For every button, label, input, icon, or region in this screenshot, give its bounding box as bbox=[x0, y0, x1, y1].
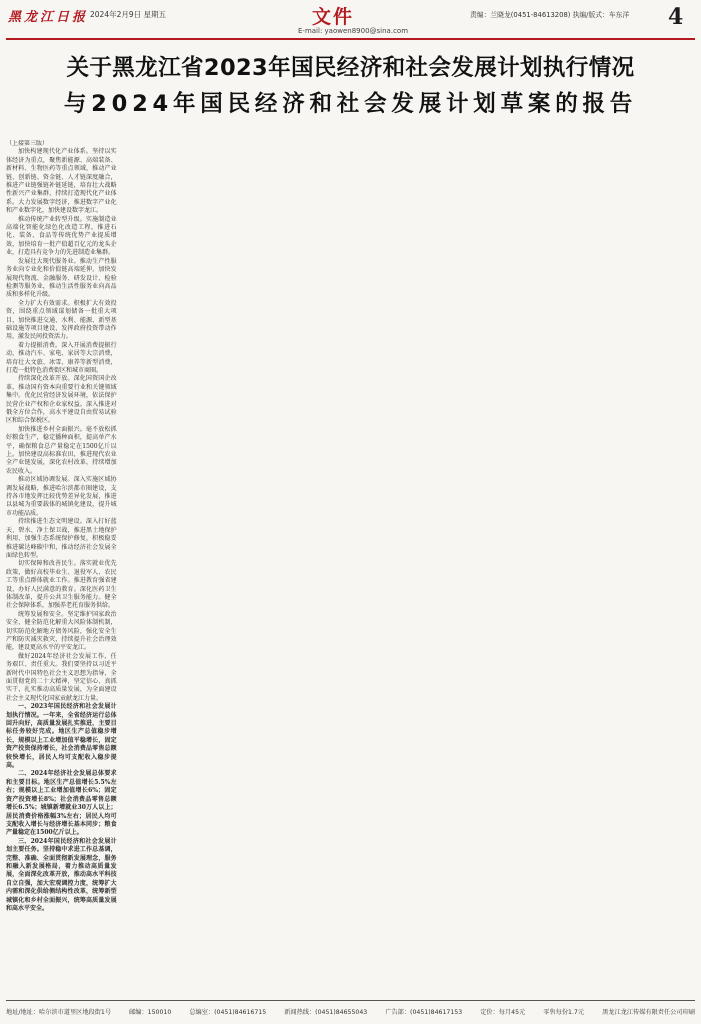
article-paragraph: 持续深化改革开放。深化国资国企改革，推动国有资本向重要行业和关键领域集中。优化民营经济发展环境，依法保护民营企业产权和企业家权益。深入推进对俄全方位合作，高水平建设自由贸易试验区和综合保税区。 bbox=[6, 375, 117, 425]
masthead-divider bbox=[6, 38, 695, 40]
headline-line-1: 关于黑龙江省2023年国民经济和社会发展计划执行情况 bbox=[66, 55, 635, 81]
article-paragraph: 持续推进生态文明建设。深入打好蓝天、碧水、净土保卫战，推进黑土地保护利用，加强生态系统保护修复，积极稳妥推进碳达峰碳中和，推动经济社会发展全面绿色转型。 bbox=[6, 518, 117, 559]
article-body bbox=[6, 140, 695, 998]
footer-news-phone: 新闻热线：(0451)84655043 bbox=[284, 1008, 368, 1016]
section-title: 文件 bbox=[312, 6, 355, 28]
article-paragraph: 推动区域协调发展。深入实施区域协调发展战略，推进哈尔滨都市圈建设，支持各市地发挥比较优势差异化发展，推进以县城为重要载体的城镇化建设，提升城市功能品质。 bbox=[6, 476, 117, 517]
article-continuation-note: （上接第三版） bbox=[6, 140, 49, 147]
article-paragraph: 着力提振消费。深入开展消费提振行动，推动汽车、家电、家居等大宗消费，培育壮大文旅、冰雪、康养等新型消费，打造一批特色消费街区和城市商圈。 bbox=[6, 341, 117, 374]
article-paragraph: 切实保障和改善民生。落实就业优先政策，做好高校毕业生、退役军人、农民工等重点群体就业工作。推进教育强省建设，办好人民满意的教育。深化医药卫生体制改革，提升公共卫生服务能力。健全社会保障体系，加强养老托育服务供给。 bbox=[6, 560, 117, 610]
article-section-paragraph: 二、2024年经济社会发展总体要求和主要目标。地区生产总值增长5.5%左右；规模以上工业增加值增长6%；固定资产投资增长8%；社会消费品零售总额增长6.5%；城镇新增就业30万人以上；居民消费价格涨幅3%左右；居民人均可支配收入增长与经济增长基本同步；粮食产量稳定在1500亿斤以上。 bbox=[6, 770, 117, 837]
article-paragraph: 加快构建现代化产业体系。坚持以实体经济为重点，聚焦新能源、高端装备、新材料、生物医药等重点领域，推动产业链、创新链、资金链、人才链深度融合，推进产业链强链补链延链，培育壮大战略性新兴产业集群，持续打造现代化产业体系。大力发展数字经济，推进数字产业化和产业数字化，加快建设数字龙江。 bbox=[6, 148, 117, 215]
newspaper-logo: 黑龙江日报 bbox=[8, 10, 89, 25]
masthead bbox=[0, 0, 701, 46]
footer-retail-price: 零售每份1.7元 bbox=[543, 1008, 585, 1016]
article-paragraph: 做好2024年经济社会发展工作，任务艰巨、责任重大。我们要坚持以习近平新时代中国特色社会主义思想为指导，全面贯彻党的二十大精神，坚定信心、真抓实干，扎实推动高质量发展，为全面建设社会主义现代化国家贡献龙江力量。 bbox=[6, 652, 117, 702]
section-email: E-mail: yaowen8900@sina.com bbox=[298, 27, 409, 35]
footer-printer: 黑龙江龙江传媒有限责任公司印刷 bbox=[602, 1008, 695, 1016]
footer-address: 地址/地址：哈尔滨市道里区地段街1号 bbox=[6, 1008, 112, 1016]
footer-ads-phone: 广告部：(0451)84617153 bbox=[385, 1008, 463, 1016]
article-paragraph: 全力扩大有效需求。积极扩大有效投资，围绕重点领域谋划储备一批重大项目，加快推进交通、水利、能源、新型基础设施等项目建设，发挥政府投资带动作用，激发民间投资活力。 bbox=[6, 299, 117, 341]
headline-line-2: 与2024年国民经济和社会发展计划草案的报告 bbox=[63, 91, 638, 117]
footer-editorial-phone: 总编室：(0451)84616715 bbox=[189, 1008, 267, 1016]
footer-price: 定价：每月45元 bbox=[480, 1008, 526, 1016]
page-number: 4 bbox=[668, 4, 684, 30]
article-headline bbox=[6, 50, 695, 134]
issue-date: 2024年2月9日 星期五 bbox=[90, 10, 167, 19]
page-footer bbox=[6, 1004, 695, 1018]
article-paragraph: 发展壮大现代服务业。推动生产性服务业向专业化和价值链高端延伸，加快发展现代物流、金融服务、研发设计、检验检测等服务业，推动生活性服务业向高品质和多样化升级。 bbox=[6, 257, 117, 299]
article-paragraph: 统筹发展和安全。坚定维护国家政治安全，健全防范化解重大风险体制机制，切实防范化解地方债务风险，强化安全生产和防灾减灾救灾，持续提升社会治理效能，建设更高水平的平安龙江。 bbox=[6, 610, 117, 652]
article-paragraph: 加快推进乡村全面振兴。毫不放松抓好粮食生产，稳定播种面积，提高单产水平，确保粮食总产量稳定在1500亿斤以上。加快建设高标准农田，推进现代农业全产业链发展，深化农村改革，持续增加农民收入。 bbox=[6, 425, 117, 475]
article-paragraph: 推动传统产业转型升级。实施制造业高端化智能化绿色化改造工程，推进石化、装备、食品等传统优势产业提质增效，加快培育一批产值超百亿元的龙头企业，打造具有竞争力的先进制造业集群。 bbox=[6, 215, 117, 257]
editor-credits: 责编：兰晓龙(0451-84613208) 执编/版式：车东洋 bbox=[470, 11, 630, 19]
article-section-paragraph: 一、2023年国民经济和社会发展计划执行情况。一年来，全省经济运行总体回升向好，高质量发展扎实推进，主要目标任务较好完成。地区生产总值稳步增长，规模以上工业增加值平稳增长，固定资产投资保持增长，社会消费品零售总额较快增长，居民人均可支配收入稳步提高。 bbox=[6, 703, 117, 770]
footer-divider bbox=[6, 1000, 695, 1001]
article-section-paragraph: 三、2024年国民经济和社会发展计划主要任务。坚持稳中求进工作总基调，完整、准确、全面贯彻新发展理念，服务和融入新发展格局，着力推动高质量发展，全面深化改革开放，推动高水平科技自立自强，加大宏观调控力度，统筹扩大内需和深化供给侧结构性改革，统筹新型城镇化和乡村全面振兴，统筹高质量发展和高水平安全。 bbox=[6, 837, 117, 912]
footer-postcode: 邮编：150010 bbox=[129, 1008, 172, 1016]
